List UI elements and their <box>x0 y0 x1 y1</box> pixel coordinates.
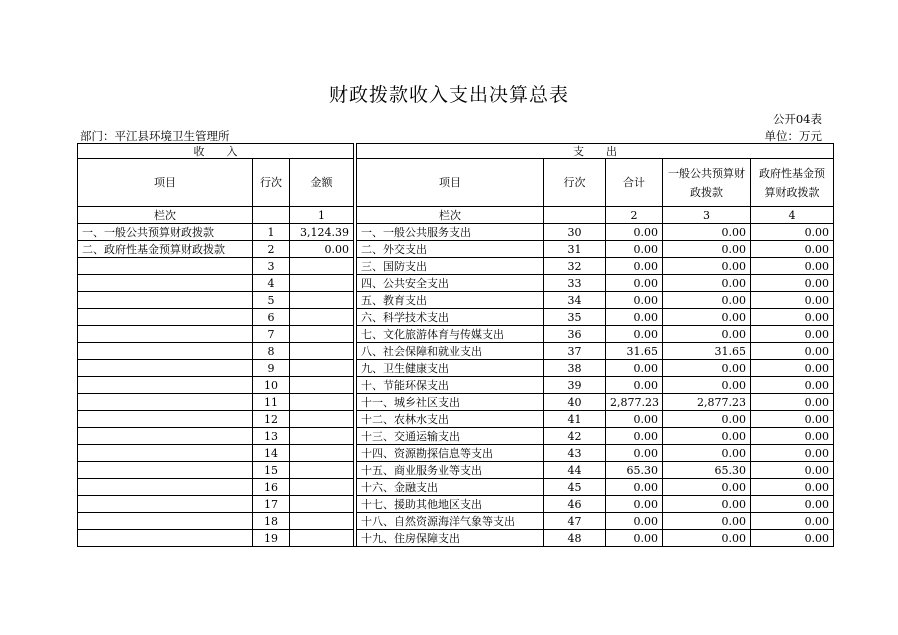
gov-fund-cell: 0.00 <box>751 292 834 309</box>
gov-fund-header: 政府性基金预算财政拨款 <box>751 159 834 207</box>
amount-cell <box>290 360 354 377</box>
expense-section-header: 支 出 <box>357 144 834 159</box>
amount-cell <box>290 309 354 326</box>
amount-cell <box>290 343 354 360</box>
income-item-cell <box>78 258 253 275</box>
total-cell: 0.00 <box>606 224 663 241</box>
expense-line-cell: 40 <box>544 394 606 411</box>
general-budget-cell: 0.00 <box>663 377 751 394</box>
amount-cell: 3,124.39 <box>290 224 354 241</box>
income-line-cell: 16 <box>253 479 290 496</box>
expense-item-cell: 十一、城乡社区支出 <box>357 394 544 411</box>
expense-item-cell: 十五、商业服务业等支出 <box>357 462 544 479</box>
income-item-cell <box>78 513 253 530</box>
expense-line-cell: 41 <box>544 411 606 428</box>
income-line-cell: 2 <box>253 241 290 258</box>
expense-item-cell: 二、外交支出 <box>357 241 544 258</box>
total-cell: 0.00 <box>606 309 663 326</box>
amount-cell <box>290 479 354 496</box>
gov-fund-cell: 0.00 <box>751 411 834 428</box>
column-index-general: 3 <box>663 207 751 224</box>
income-item-header: 项目 <box>78 159 253 207</box>
general-budget-cell: 0.00 <box>663 411 751 428</box>
table-row <box>78 428 834 445</box>
general-budget-cell: 0.00 <box>663 496 751 513</box>
expense-item-cell: 三、国防支出 <box>357 258 544 275</box>
general-budget-cell: 0.00 <box>663 292 751 309</box>
gov-fund-cell: 0.00 <box>751 513 834 530</box>
amount-cell: 0.00 <box>290 241 354 258</box>
table-row <box>78 292 834 309</box>
table-row <box>78 241 834 258</box>
general-budget-cell: 2,877.23 <box>663 394 751 411</box>
income-line-cell: 18 <box>253 513 290 530</box>
expense-item-cell: 十九、住房保障支出 <box>357 530 544 547</box>
income-line-cell: 5 <box>253 292 290 309</box>
total-cell: 0.00 <box>606 530 663 547</box>
gov-fund-cell: 0.00 <box>751 428 834 445</box>
gov-fund-cell: 0.00 <box>751 394 834 411</box>
general-budget-cell: 0.00 <box>663 241 751 258</box>
table-row <box>78 343 834 360</box>
income-section-header: 收 入 <box>78 144 354 159</box>
expense-line-cell: 34 <box>544 292 606 309</box>
general-budget-cell: 0.00 <box>663 360 751 377</box>
income-item-cell <box>78 411 253 428</box>
general-budget-cell: 0.00 <box>663 530 751 547</box>
gov-fund-cell: 0.00 <box>751 377 834 394</box>
total-cell: 0.00 <box>606 241 663 258</box>
table-row <box>78 377 834 394</box>
amount-cell <box>290 258 354 275</box>
gov-fund-cell: 0.00 <box>751 479 834 496</box>
department-label: 部门：平江县环境卫生管理所 <box>80 129 230 143</box>
gov-fund-cell: 0.00 <box>751 343 834 360</box>
income-line-cell: 13 <box>253 428 290 445</box>
table-row <box>78 309 834 326</box>
budget-table <box>77 143 834 547</box>
income-line-cell: 15 <box>253 462 290 479</box>
gov-fund-cell: 0.00 <box>751 530 834 547</box>
general-budget-cell: 0.00 <box>663 445 751 462</box>
column-index-exp-label: 栏次 <box>357 207 544 224</box>
income-line-cell: 8 <box>253 343 290 360</box>
income-line-cell: 11 <box>253 394 290 411</box>
income-line-cell: 6 <box>253 309 290 326</box>
total-cell: 0.00 <box>606 258 663 275</box>
income-line-cell: 17 <box>253 496 290 513</box>
expense-line-cell: 43 <box>544 445 606 462</box>
expense-line-cell: 47 <box>544 513 606 530</box>
expense-line-cell: 44 <box>544 462 606 479</box>
amount-cell <box>290 462 354 479</box>
total-cell: 0.00 <box>606 496 663 513</box>
gov-fund-cell: 0.00 <box>751 462 834 479</box>
amount-cell <box>290 326 354 343</box>
gov-fund-cell: 0.00 <box>751 258 834 275</box>
table-row <box>78 275 834 292</box>
expense-item-cell: 四、公共安全支出 <box>357 275 544 292</box>
expense-line-cell: 33 <box>544 275 606 292</box>
column-index-label: 栏次 <box>78 207 253 224</box>
total-cell: 0.00 <box>606 360 663 377</box>
general-budget-cell: 0.00 <box>663 224 751 241</box>
income-item-cell <box>78 530 253 547</box>
total-cell: 0.00 <box>606 292 663 309</box>
total-cell: 65.30 <box>606 462 663 479</box>
expense-line-cell: 38 <box>544 360 606 377</box>
income-item-cell <box>78 326 253 343</box>
table-row <box>78 462 834 479</box>
general-budget-cell: 65.30 <box>663 462 751 479</box>
amount-cell <box>290 428 354 445</box>
column-index-empty <box>253 207 290 224</box>
expense-item-cell: 十、节能环保支出 <box>357 377 544 394</box>
general-budget-cell: 31.65 <box>663 343 751 360</box>
expense-line-header: 行次 <box>544 159 606 207</box>
general-budget-cell: 0.00 <box>663 258 751 275</box>
table-row <box>78 224 834 241</box>
expense-item-cell: 九、卫生健康支出 <box>357 360 544 377</box>
income-line-cell: 3 <box>253 258 290 275</box>
gov-fund-cell: 0.00 <box>751 241 834 258</box>
gov-fund-cell: 0.00 <box>751 309 834 326</box>
general-budget-cell: 0.00 <box>663 326 751 343</box>
income-item-cell <box>78 428 253 445</box>
gov-fund-cell: 0.00 <box>751 496 834 513</box>
amount-cell <box>290 275 354 292</box>
total-cell: 0.00 <box>606 428 663 445</box>
expense-line-cell: 39 <box>544 377 606 394</box>
table-row <box>78 496 834 513</box>
expense-item-cell: 十四、资源勘探信息等支出 <box>357 445 544 462</box>
expense-line-cell: 37 <box>544 343 606 360</box>
column-index-fund: 4 <box>751 207 834 224</box>
income-line-cell: 9 <box>253 360 290 377</box>
general-budget-cell: 0.00 <box>663 479 751 496</box>
expense-item-cell: 五、教育支出 <box>357 292 544 309</box>
expense-line-cell: 36 <box>544 326 606 343</box>
expense-line-cell: 30 <box>544 224 606 241</box>
income-line-cell: 1 <box>253 224 290 241</box>
income-item-cell <box>78 292 253 309</box>
expense-item-cell: 十二、农林水支出 <box>357 411 544 428</box>
income-item-cell: 一、一般公共预算财政拨款 <box>78 224 253 241</box>
total-header: 合计 <box>606 159 663 207</box>
gov-fund-cell: 0.00 <box>751 326 834 343</box>
amount-cell <box>290 513 354 530</box>
income-line-header: 行次 <box>253 159 290 207</box>
total-cell: 31.65 <box>606 343 663 360</box>
expense-item-cell: 一、一般公共服务支出 <box>357 224 544 241</box>
income-line-cell: 12 <box>253 411 290 428</box>
form-number: 公开04表 <box>772 112 822 126</box>
amount-cell <box>290 530 354 547</box>
gov-fund-cell: 0.00 <box>751 360 834 377</box>
expense-line-cell: 32 <box>544 258 606 275</box>
amount-cell <box>290 445 354 462</box>
table-row <box>78 411 834 428</box>
table-row <box>78 394 834 411</box>
expense-line-cell: 48 <box>544 530 606 547</box>
total-cell: 0.00 <box>606 411 663 428</box>
expense-line-cell: 31 <box>544 241 606 258</box>
income-item-cell: 二、政府性基金预算财政拨款 <box>78 241 253 258</box>
expense-item-cell: 十六、金融支出 <box>357 479 544 496</box>
total-cell: 0.00 <box>606 445 663 462</box>
total-cell: 0.00 <box>606 326 663 343</box>
column-index-amount: 1 <box>290 207 354 224</box>
general-budget-cell: 0.00 <box>663 309 751 326</box>
amount-cell <box>290 377 354 394</box>
gov-fund-cell: 0.00 <box>751 224 834 241</box>
income-item-cell <box>78 377 253 394</box>
table-row <box>78 258 834 275</box>
total-cell: 0.00 <box>606 275 663 292</box>
table-row <box>78 445 834 462</box>
amount-cell <box>290 411 354 428</box>
table-row <box>78 360 834 377</box>
column-index-total: 2 <box>606 207 663 224</box>
unit-label: 单位：万元 <box>764 129 822 143</box>
total-cell: 0.00 <box>606 513 663 530</box>
expense-item-header: 项目 <box>357 159 544 207</box>
income-item-cell <box>78 275 253 292</box>
income-item-cell <box>78 309 253 326</box>
income-line-cell: 4 <box>253 275 290 292</box>
income-line-cell: 10 <box>253 377 290 394</box>
income-item-cell <box>78 479 253 496</box>
amount-cell <box>290 394 354 411</box>
expense-line-cell: 45 <box>544 479 606 496</box>
income-line-cell: 14 <box>253 445 290 462</box>
income-item-cell <box>78 496 253 513</box>
general-budget-header: 一般公共预算财政拨款 <box>663 159 751 207</box>
column-index-empty <box>544 207 606 224</box>
expense-item-cell: 十八、自然资源海洋气象等支出 <box>357 513 544 530</box>
expense-line-cell: 35 <box>544 309 606 326</box>
general-budget-cell: 0.00 <box>663 428 751 445</box>
expense-item-cell: 十三、交通运输支出 <box>357 428 544 445</box>
income-item-cell <box>78 462 253 479</box>
income-item-cell <box>78 394 253 411</box>
expense-line-cell: 46 <box>544 496 606 513</box>
gov-fund-cell: 0.00 <box>751 275 834 292</box>
expense-item-cell: 十七、援助其他地区支出 <box>357 496 544 513</box>
amount-cell <box>290 496 354 513</box>
expense-item-cell: 六、科学技术支出 <box>357 309 544 326</box>
general-budget-cell: 0.00 <box>663 513 751 530</box>
amount-header: 金额 <box>290 159 354 207</box>
income-line-cell: 7 <box>253 326 290 343</box>
gov-fund-cell: 0.00 <box>751 445 834 462</box>
total-cell: 2,877.23 <box>606 394 663 411</box>
table-row <box>78 530 834 547</box>
total-cell: 0.00 <box>606 377 663 394</box>
general-budget-cell: 0.00 <box>663 275 751 292</box>
expense-item-cell: 八、社会保障和就业支出 <box>357 343 544 360</box>
page-title: 财政拨款收入支出决算总表 <box>328 84 569 106</box>
expense-item-cell: 七、文化旅游体育与传媒支出 <box>357 326 544 343</box>
amount-cell <box>290 292 354 309</box>
expense-line-cell: 42 <box>544 428 606 445</box>
table-row <box>78 326 834 343</box>
table-row <box>78 479 834 496</box>
income-item-cell <box>78 360 253 377</box>
income-item-cell <box>78 343 253 360</box>
income-line-cell: 19 <box>253 530 290 547</box>
table-row <box>78 513 834 530</box>
total-cell: 0.00 <box>606 479 663 496</box>
income-item-cell <box>78 445 253 462</box>
